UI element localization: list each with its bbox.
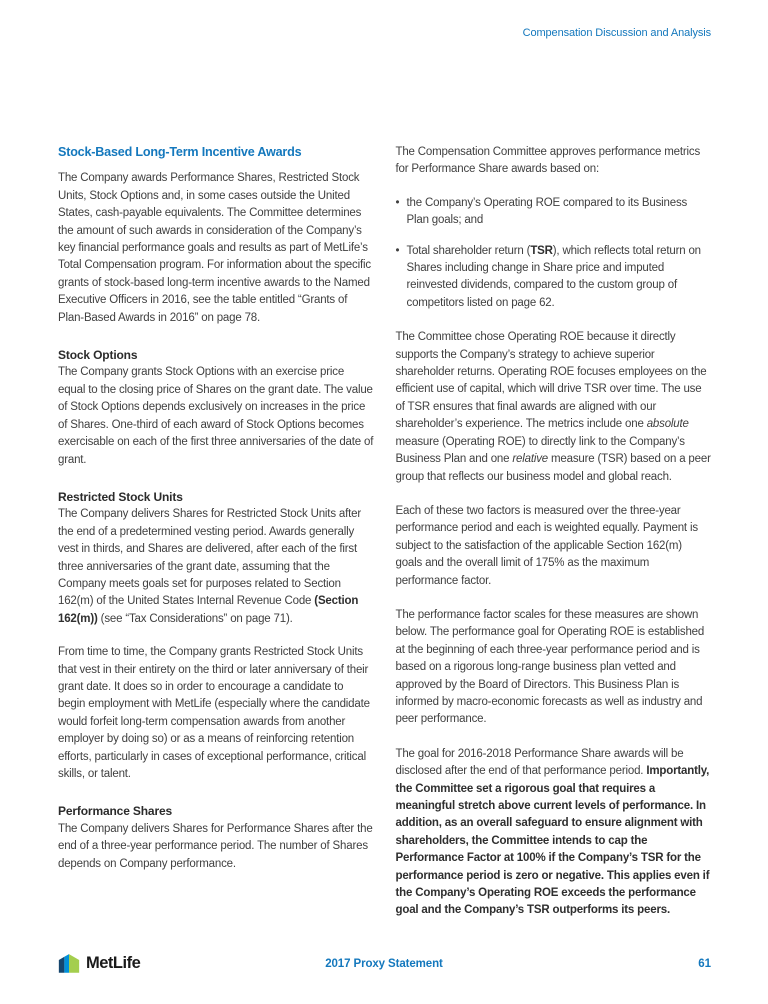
metlife-wordmark: MetLife (86, 954, 141, 972)
paragraph-rsu-vesting: The Company delivers Shares for Restricted Stock Units after the end of a predetermined vesting period. Awards generally vest in thirds, and Shares are delivered, after each of the first three anniversaries of the grant date, assuming that the Company meets goals set for purposes related to Section 162(m) of the United States Internal Revenue Code (Section 162(m)) (see “Tax Considerations” on page 71). (58, 508, 362, 625)
paragraph-performance-shares: The Company delivers Shares for Performance Shares after the end of a three-year performance period. The number of Shares depends on Company performance. (58, 822, 373, 870)
subheading-performance-shares: Performance Shares (58, 804, 173, 819)
subheading-stock-options: Stock Options (58, 348, 138, 363)
paragraph-performance-factor-scales: The performance factor scales for these measures are shown below. The performance goal for Operating ROE is established at the beginning of each three-year performance period and is based on a rigorous long-range business plan vetted and approved by the Board of Directors. This Business Plan is informed by macro-economic forecasts as well as industry and peer performance. (395, 608, 705, 726)
bullet-text-tsr: Total shareholder return (TSR), which reflects total return on Shares including change in Share price and imputed reinvested dividends, compared to the custom group of competitors listed on page 62. (406, 244, 701, 309)
paragraph-2016-2018-goal: The goal for 2016-2018 Performance Share awards will be disclosed after the end of that performance period. Importantly, the Committee set a rigorous goal that requires a meaningful stretch above current levels of performance. In addition, as an overall safeguard to ensure alignment with shareholders, the Committee intends to cap the Performance Factor at 100% if the Company’s TSR for the performance period is zero or negative. This applies even if the Company’s Operating ROE exceeds the performance goal and the Company’s TSR outperforms its peers. (395, 747, 710, 917)
subheading-restricted-stock-units: Restricted Stock Units (58, 489, 183, 504)
running-header: Compensation Discussion and Analysis (522, 27, 711, 39)
content-columns (58, 144, 711, 936)
footer-document-title: 2017 Proxy Statement (325, 958, 443, 970)
paragraph-awards-intro: The Company awards Performance Shares, Restricted Stock Units, Stock Options and, in some cases outside the United States, cash-payable equivalents. The Committee determines the amount of such awards in consideration of the Company’s key financial performance goals and results as part of MetLife’s Total Compensation program. For information about the specific grants of stock-based long-term incentive awards to the Named Executive Officers in 2016, see the table entitled “Grants of Plan-Based Awards in 2016” on page 78. (58, 172, 371, 324)
section-heading-stock-based-awards: Stock-Based Long-Term Incentive Awards (58, 145, 302, 159)
bullet-marker: • (395, 196, 400, 209)
right-column (396, 144, 712, 936)
bullet-item-operating-roe (396, 195, 712, 230)
page-number: 61 (698, 958, 711, 970)
bullet-marker: • (395, 244, 400, 257)
bullet-item-tsr (396, 243, 712, 313)
page-footer (0, 951, 768, 979)
bullet-text-operating-roe: the Company’s Operating ROE compared to its Business Plan goals; and (406, 196, 688, 227)
paragraph-stock-options: The Company grants Stock Options with an exercise price equal to the closing price of Shares on the grant date. The value of Stock Options depends exclusively on increases in the price of Shares. One-third of each award of Stock Options becomes exercisable on each of the first three anniversaries of the date of grant. (58, 366, 374, 466)
paragraph-two-factors: Each of these two factors is measured over the three-year performance period and each is weighted equally. Payment is subject to the satisfaction of the applicable Section 162(m) goals and the overall limit of 175% as the maximum performance factor. (395, 504, 698, 587)
paragraph-metrics-intro: The Compensation Committee approves performance metrics for Performance Share awards based on: (395, 146, 701, 176)
paragraph-rsu-retention: From time to time, the Company grants Restricted Stock Units that vest in their entirety on the third or later anniversary of their grant date. It does so in order to encourage a candidate to begin employment with MetLife (especially where the candidate would forfeit long-term compensation awards from another employer by doing so) or as a means of reinforcing retention efforts, particularly in cases of exceptional performance, critical skills, or talent. (58, 646, 370, 780)
paragraph-committee-chose-roe: The Committee chose Operating ROE because it directly supports the Company’s strategy to achieve superior shareholder returns. Operating ROE focuses employees on the efficient use of capital, which will drive TSR over time. The use of TSR ensures that final awards are aligned with our shareholder’s experience. The metrics include one absolute measure (Operating ROE) to directly link to the Company’s Business Plan and one relative measure (TSR) based on a peer group that reflects our business model and global reach. (395, 331, 711, 483)
left-column (58, 144, 374, 936)
